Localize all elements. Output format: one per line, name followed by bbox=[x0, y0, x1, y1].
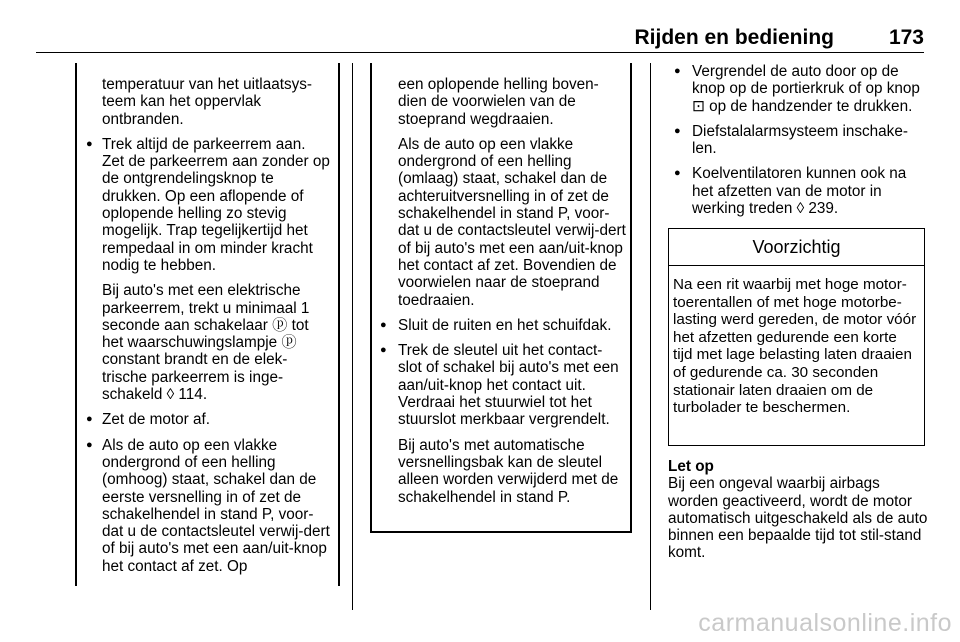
note-title: Let op bbox=[668, 458, 714, 475]
note-section bbox=[668, 458, 928, 562]
list-item: ● Trek de sleutel uit het contact-slot of schakel bij auto's met een aan/uit-knop het contact uit. Verdraai het stuurwiel tot het stuurslot merkbaar vergrendelt. bbox=[374, 342, 626, 428]
page-title: Rijden en bediening bbox=[634, 26, 834, 49]
column-3-text bbox=[668, 63, 926, 217]
list-item: ● Sluit de ruiten en het schuifdak. bbox=[374, 317, 626, 334]
watermark: carmanualsonline.info bbox=[698, 609, 952, 637]
page-number: 173 bbox=[888, 26, 924, 49]
continued-paragraph: Als de auto op een vlakke ondergrond of een helling (omlaag) staat, schakel dan de achteruitversnelling in of zet de schakelhendel in stand P, voor-dat u de contactsleutel verwij-dert of bij auto's met een aan/uit-knop het contact af zet. Bovendien de voorwielen naar de stoeprand toedraaien. bbox=[398, 135, 626, 309]
list-item: ● Koelventilatoren kunnen ook na het afzetten van de motor in werking treden ◊ 239. bbox=[668, 165, 926, 217]
column-2-text bbox=[374, 76, 626, 506]
column-divider bbox=[352, 63, 353, 610]
continued-paragraph: temperatuur van het uitlaatsys-teem kan het oppervlak ontbranden. bbox=[102, 76, 313, 128]
list-item: ● Zet de motor af. bbox=[80, 411, 330, 428]
list-item: ● Diefstalalarmsysteem inschake-len. bbox=[668, 123, 926, 158]
list-item: ● Vergrendel de auto door op de knop op de portierkruk of op knop ⊡ op de handzender te drukken. bbox=[668, 63, 926, 115]
caution-box bbox=[668, 228, 925, 446]
note-text: Bij een ongeval waarbij airbags worden geactiveerd, wordt de motor automatisch uitgeschakeld als de auto binnen een bepaalde tijd tot stil-stand komt. bbox=[668, 475, 928, 562]
caution-text: Na een rit waarbij met hoge motor-toerentallen of met hoge motorbe-lasting werd gereden, de motor vóór het afzetten gedurende een korte tijd met lage belasting laten draaien of gedurende ca. 30 seconden stationair laten draaien om de turbolader te beschermen. bbox=[673, 276, 917, 417]
list-item-paragraph: Bij auto's met automatische versnellingsbak kan de sleutel alleen worden verwijderd met de schakelhendel in stand P. bbox=[398, 436, 619, 506]
list-item: ● Trek altijd de parkeerrem aan. Zet de parkeerrem aan zonder op de ontgrendelingsknop te drukken. Op een aflopende of oplopende helling zo stevig mogelijk. Trap tegelijkertijd het rempedaal in om minder kracht nodig te hebben. bbox=[80, 136, 330, 274]
caution-title: Voorzichtig bbox=[669, 229, 924, 266]
continued-paragraph: een oplopende helling boven-dien de voorwielen van de stoeprand wegdraaien. bbox=[398, 76, 599, 128]
list-item: ● Als de auto op een vlakke ondergrond of een helling (omhoog) staat, schakel dan de eerste versnelling in of zet de schakelhendel in stand P, voor-dat u de contactsleutel verwij-dert of bij auto's met een aan/uit-knop het contact af zet. Op bbox=[80, 437, 330, 575]
page-header bbox=[36, 22, 924, 53]
column-divider bbox=[650, 63, 651, 610]
list-item-paragraph: Bij auto's met een elektrische parkeerrem, trekt u minimaal 1 seconde aan schakelaar ⓟ tot het waarschuwingslampje ⓟ constant brandt en de elek-trische parkeerrem is inge-schakeld ◊ 114. bbox=[102, 282, 310, 404]
column-1-text bbox=[80, 76, 330, 575]
